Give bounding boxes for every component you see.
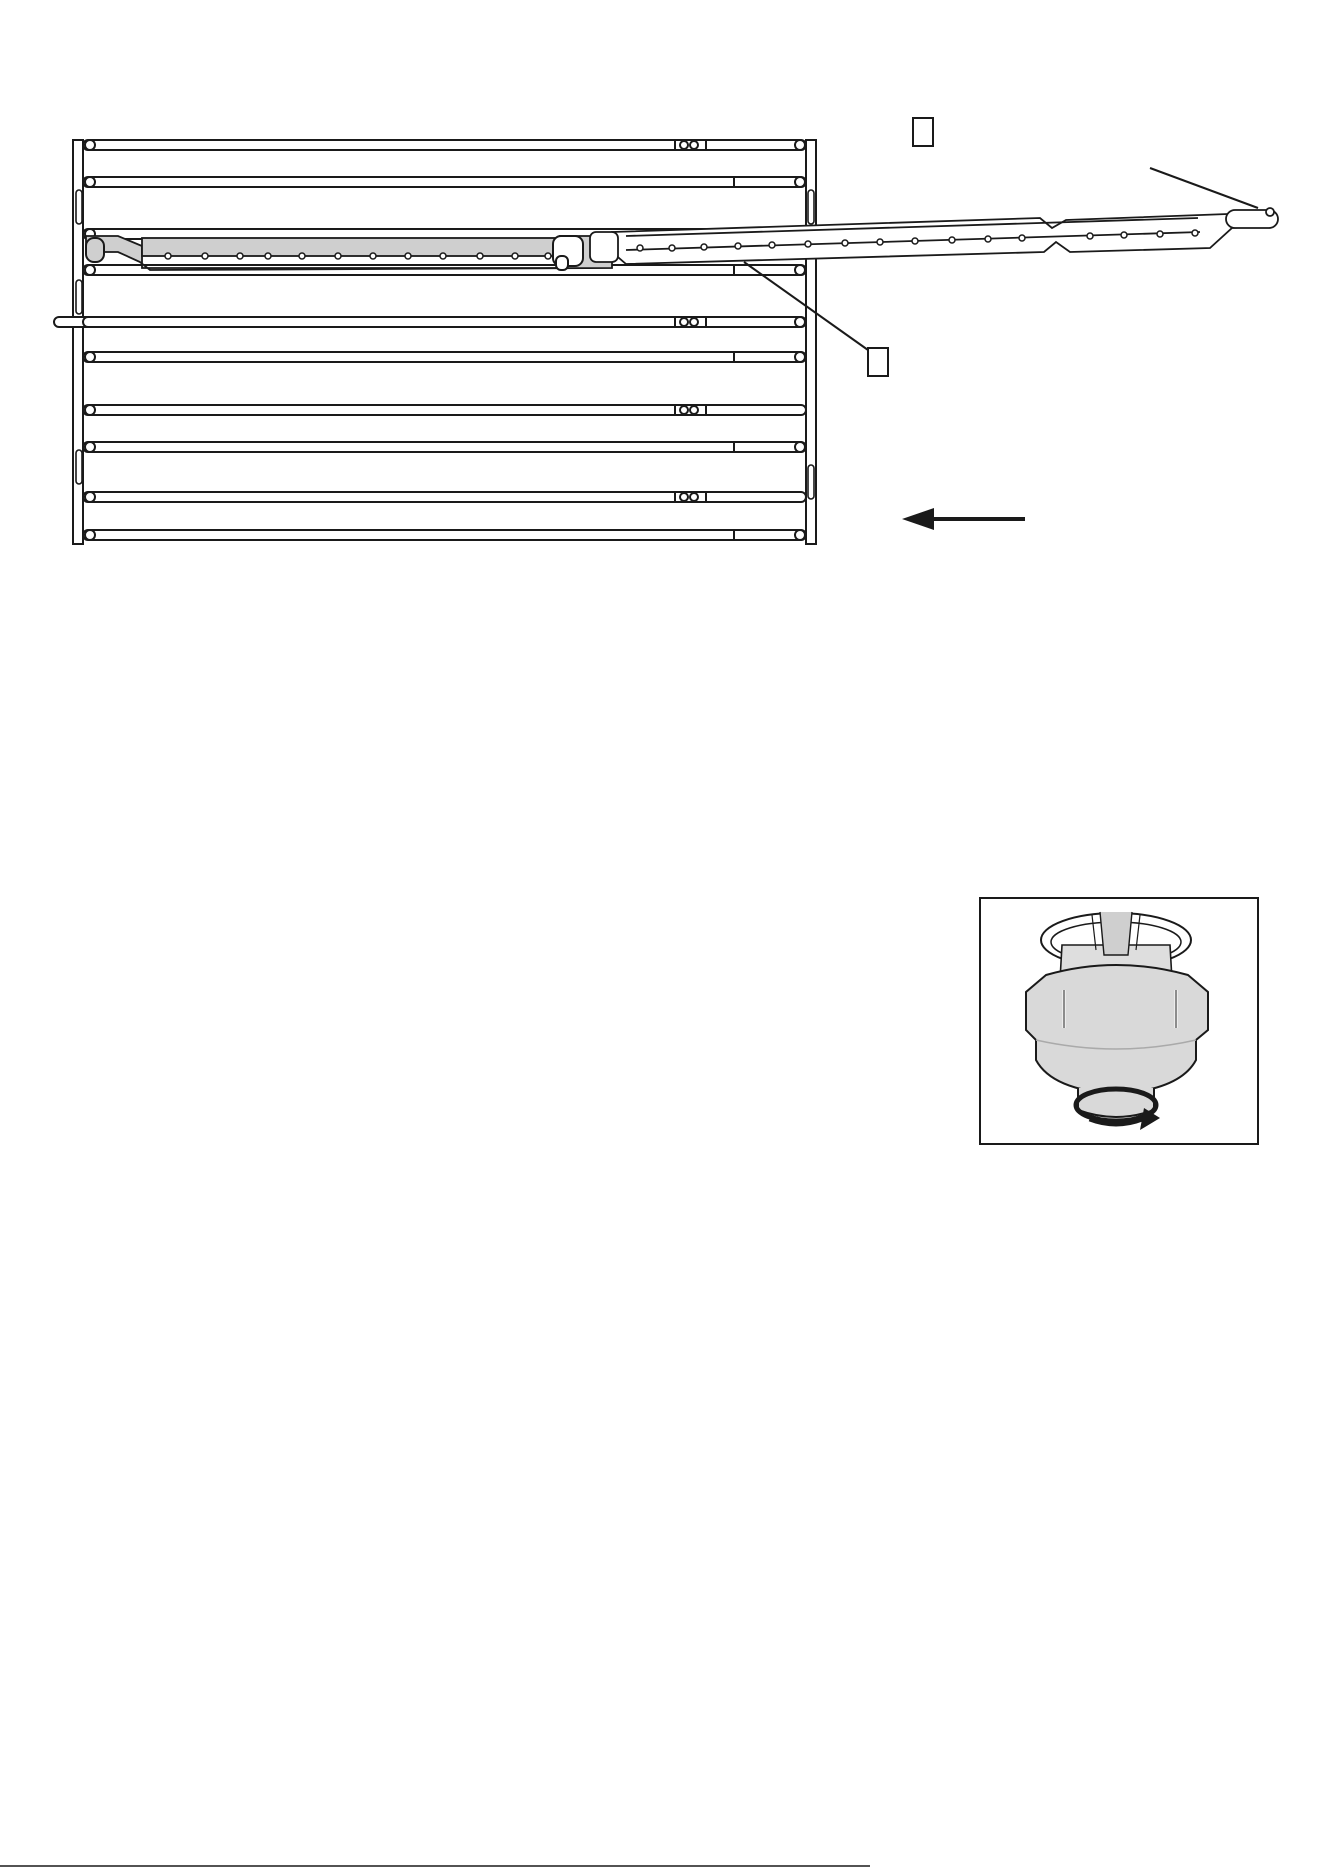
- rack-rails: [54, 140, 806, 540]
- filter-cup-body: [1026, 965, 1208, 1094]
- rail-row-handle: [54, 317, 806, 327]
- rail-row: [83, 442, 806, 452]
- rack-figure: [54, 118, 1278, 544]
- callout-box-a: [913, 118, 933, 146]
- callout-box-b: [868, 348, 888, 376]
- leader-line-upper: [1150, 168, 1258, 208]
- rail-row: [83, 530, 806, 540]
- pulled-out-guide: [590, 208, 1278, 264]
- rail-row: [83, 140, 806, 150]
- filter-figure: [980, 898, 1258, 1144]
- rail-row: [83, 177, 806, 187]
- rail-row: [83, 492, 806, 502]
- rail-row: [83, 352, 806, 362]
- arrow-left-icon: [902, 508, 1025, 530]
- rail-row: [83, 405, 806, 415]
